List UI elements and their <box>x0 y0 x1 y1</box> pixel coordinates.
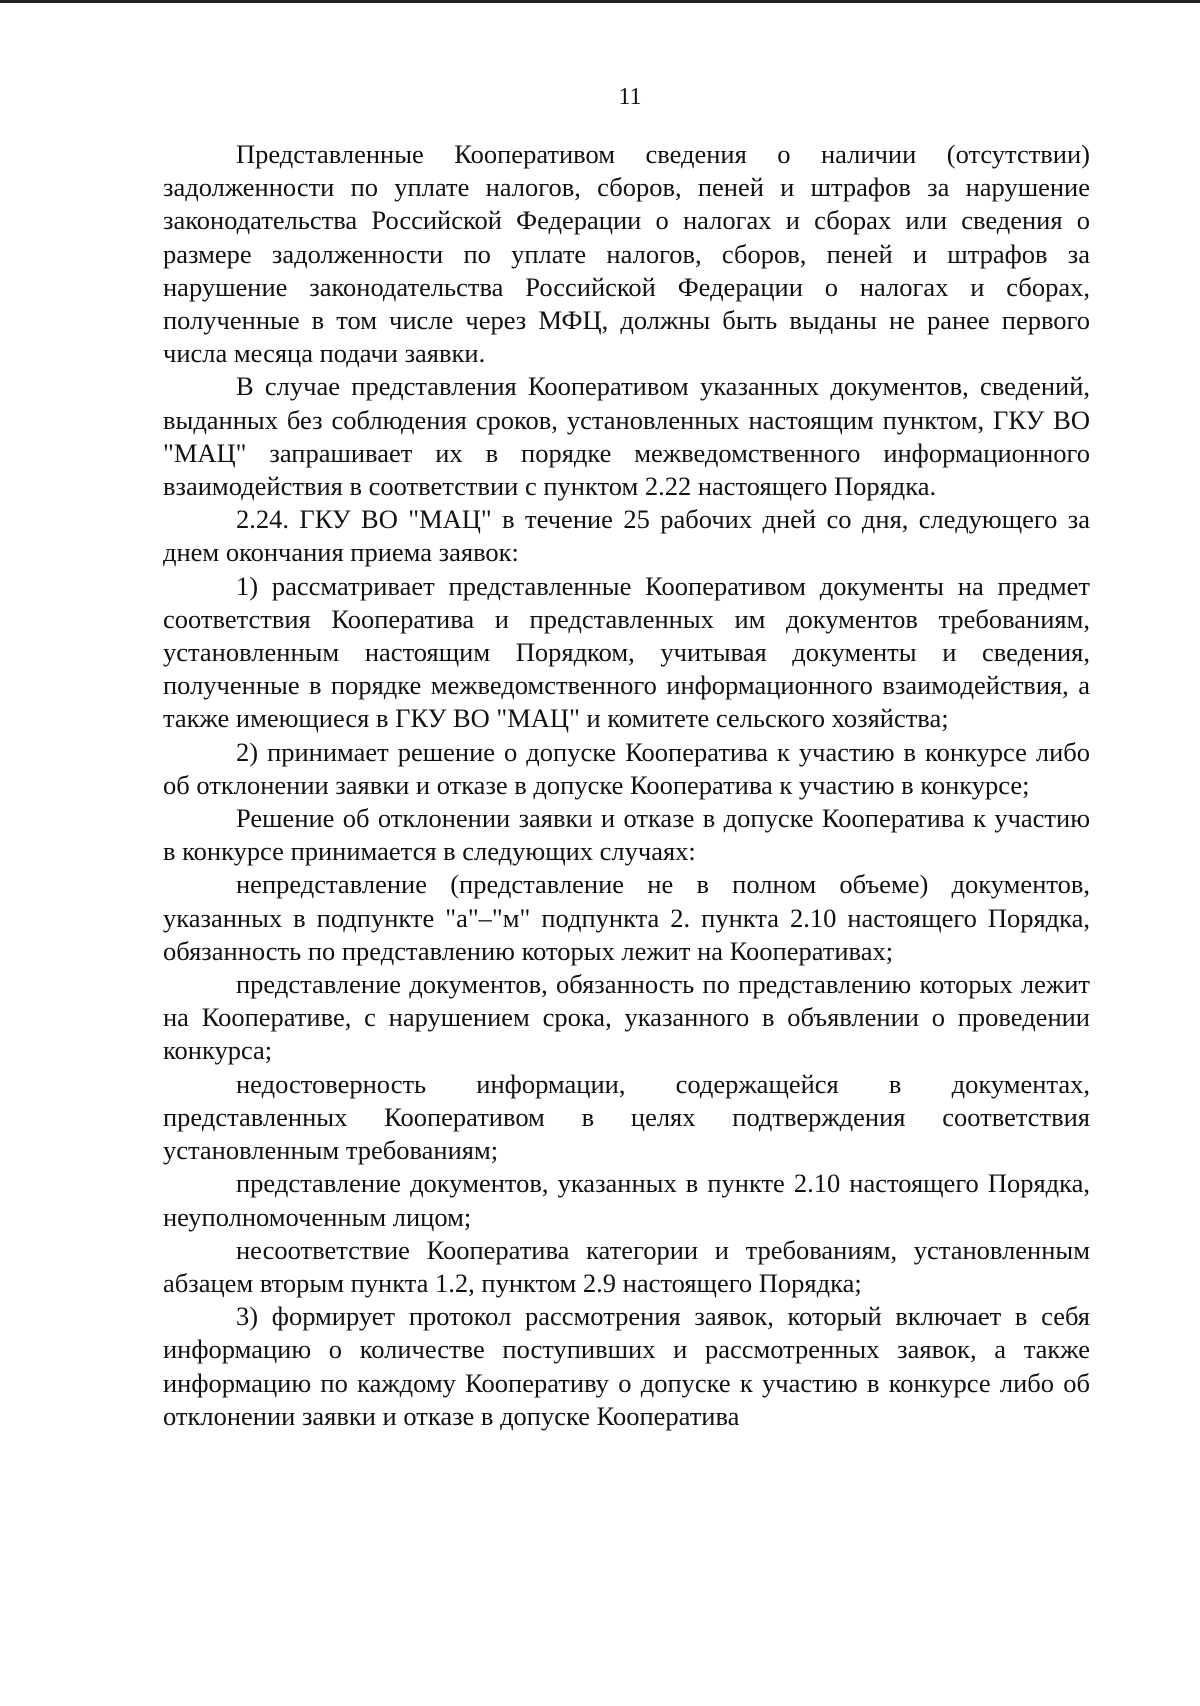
paragraph-case-unreliable-info: недостоверность информации, содержащейся в документах, представленных Кооперативом в целях подтверждения соответствия установленным требованиям; <box>163 1068 1090 1166</box>
paragraph-item-1: 1) рассматривает представленные Кооперативом документы на предмет соответствия Кооператива и представленных им документов требованиям, установленным настоящим Порядком, учитывая документы и сведения, полученные в порядке межведомственного информационного взаимодействия, а также имеющиеся в ГКУ ВО "МАЦ" и комитете сельского хозяйства; <box>163 570 1090 734</box>
paragraph-case-non-submission: непредставление (представление не в полном объеме) документов, указанных в подпункте "а"–"м" подпункта 2. пункта 2.10 настоящего Порядка, обязанность по представлению которых лежит на Кооперативах; <box>163 869 1090 966</box>
document-body <box>163 138 1090 1433</box>
paragraph-item-2: 2) принимает решение о допуске Кооператива к участию в конкурсе либо об отклонении заявки и отказе в допуске Кооператива к участию в конкурсе; <box>163 736 1090 800</box>
paragraph-clause-2-24: 2.24. ГКУ ВО "МАЦ" в течение 25 рабочих дней со дня, следующего за днем окончания приема заявок: <box>163 504 1090 568</box>
paragraph-case-non-compliance: несоответствие Кооператива категории и требованиям, установленным абзацем вторым пункта 1.2, пунктом 2.9 настоящего Порядка; <box>163 1234 1090 1298</box>
paragraph-case-late-submission: представление документов, обязанность по представлению которых лежит на Кооперативе, с нарушением срока, указанного в объявлении о проведении конкурса; <box>163 969 1090 1066</box>
paragraph-case-unauthorized-person: представление документов, указанных в пункте 2.10 настоящего Порядка, неуполномоченным лицом; <box>163 1168 1090 1232</box>
page-number: 11 <box>618 84 642 110</box>
paragraph-item-3: 3) формирует протокол рассмотрения заявок, который включает в себя информацию о количестве поступивших и рассмотренных заявок, а также информацию по каждому Кооперативу о допуске к участию в конкурсе либо об отклонении заявки и отказе в допуске Кооператива <box>163 1301 1090 1431</box>
page-top-border <box>0 0 1200 3</box>
paragraph-tax-debt-info: Представленные Кооперативом сведения о наличии (отсутствии) задолженности по уплате налогов, сборов, пеней и штрафов за нарушение законодательства Российской Федерации о налогах и сборах или сведения о размере задолженности по уплате налогов, сборов, пеней и штрафов за нарушение законодательства Российской Федерации о налогах и сборах, полученные в том числе через МФЦ, должны быть выданы не ранее первого числа месяца подачи заявки. <box>163 139 1090 369</box>
paragraph-documents-request: В случае представления Кооперативом указанных документов, сведений, выданных без соблюдения сроков, установленных настоящим пунктом, ГКУ ВО "МАЦ" запрашивает их в порядке межведомственного информационного взаимодействия в соответствии с пунктом 2.22 настоящего Порядка. <box>163 371 1090 502</box>
paragraph-rejection-cases: Решение об отклонении заявки и отказе в допуске Кооператива к участию в конкурсе принимается в следующих случаях: <box>163 803 1090 867</box>
